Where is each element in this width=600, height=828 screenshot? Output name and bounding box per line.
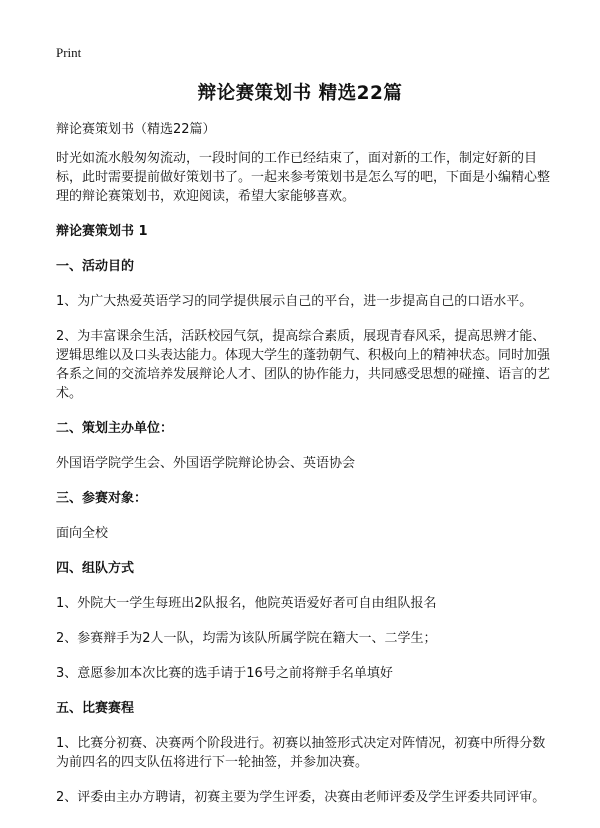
section-heading-schedule: 五、比赛赛程 xyxy=(56,701,135,716)
schedule-paragraph-1: 1、比赛分初赛、决赛两个阶段进行。初赛以抽签形式决定对阵情况，初赛中所得分数为前四名的四支队伍将进行下一轮抽签，并参加决赛。 xyxy=(56,736,546,770)
organizer-paragraph: 外国语学院学生会、外国语学院辩论协会、英语协会 xyxy=(56,456,356,471)
document-body xyxy=(56,120,552,823)
section-heading-teams: 四、组队方式 xyxy=(56,561,135,576)
section-heading-participants: 三、参赛对象： xyxy=(56,491,148,506)
section-heading-purpose: 一、活动目的 xyxy=(56,259,135,274)
document-title: 辩论赛策划书 精选22篇 xyxy=(197,83,403,104)
teams-paragraph-2: 2、参赛辩手为2人一队，均需为该队所属学院在籍大一、二学生； xyxy=(56,631,437,646)
participants-paragraph: 面向全校 xyxy=(56,526,109,541)
teams-paragraph-1: 1、外院大一学生每班出2队报名，他院英语爱好者可自由组队报名 xyxy=(56,596,437,611)
schedule-paragraph-2: 2、评委由主办方聘请，初赛主要为学生评委，决赛由老师评委及学生评委共同评审。 xyxy=(56,790,546,805)
print-link[interactable]: Print xyxy=(56,45,82,60)
purpose-paragraph-1: 1、为广大热爱英语学习的同学提供展示自己的平台，进一步提高自己的口语水平。 xyxy=(56,294,533,309)
plan-heading: 辩论赛策划书 1 xyxy=(56,224,148,239)
document-subtitle: 辩论赛策划书（精选22篇） xyxy=(56,122,216,137)
purpose-paragraph-2: 2、为丰富课余生活，活跃校园气氛，提高综合素质，展现青春风采，提高思辨才能、逻辑思维以及口头表达能力。体现大学生的蓬勃朝气、积极向上的精神状态。同时加强各系之间的交流培养发展辩论人才、团队的协作能力，共同感受思想的碰撞、语言的艺术。 xyxy=(56,329,551,401)
section-heading-organizer: 二、策划主办单位： xyxy=(56,421,174,436)
intro-paragraph: 时光如流水般匆匆流动，一段时间的工作已经结束了，面对新的工作，制定好新的目标，此时需要提前做好策划书了。一起来参考策划书是怎么写的吧，下面是小编精心整理的辩论赛策划书，欢迎阅读，希望大家能够喜欢。 xyxy=(56,151,551,204)
teams-paragraph-3: 3、意愿参加本次比赛的选手请于16号之前将辩手名单填好 xyxy=(56,666,393,681)
